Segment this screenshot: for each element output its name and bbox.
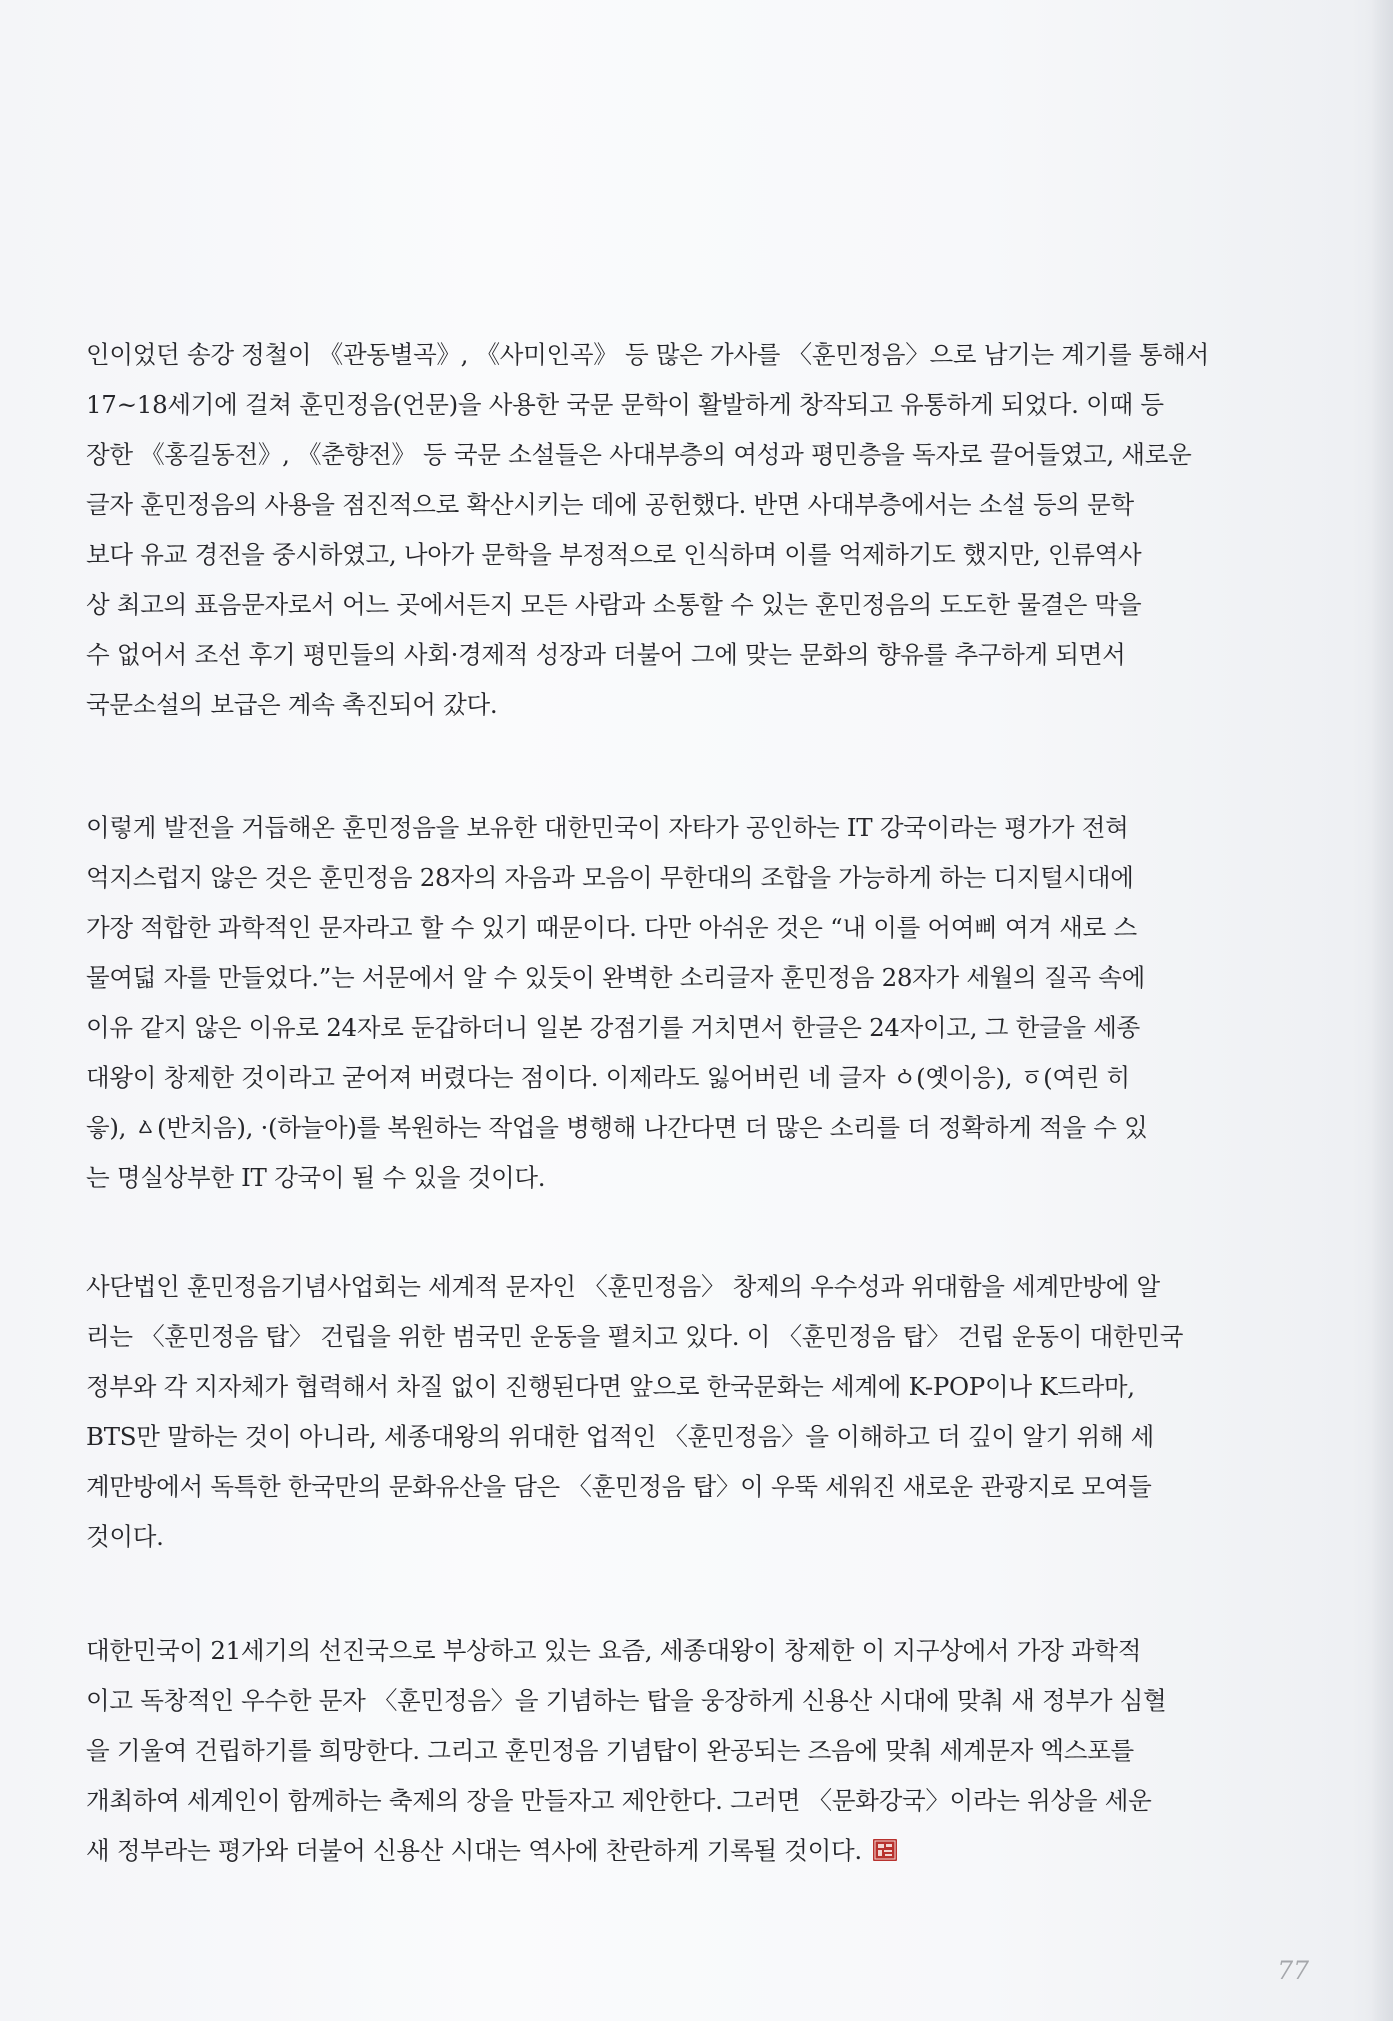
paragraph-line: 대왕이 창제한 것이라고 굳어져 버렸다는 점이다. 이제라도 잃어버린 네 글자 ㆁ(옛이응), ㆆ(여린 히 <box>86 1063 1130 1092</box>
paragraph-line: 이고 독창적인 우수한 문자 〈훈민정음〉을 기념하는 탑을 웅장하게 신용산 시대에 맞춰 새 정부가 심혈 <box>86 1686 1167 1715</box>
paragraph-line: 대한민국이 21세기의 선진국으로 부상하고 있는 요즘, 세종대왕이 창제한 이 지구상에서 가장 과학적 <box>86 1636 1142 1665</box>
paragraph-line: 17~18세기에 걸쳐 훈민정음(언문)을 사용한 국문 문학이 활발하게 창작되고 유통하게 되었다. 이때 등 <box>86 390 1164 419</box>
paragraph-line: 보다 유교 경전을 중시하였고, 나아가 문학을 부정적으로 인식하며 이를 억제하기도 했지만, 인류역사 <box>86 540 1142 569</box>
paragraph-2 <box>86 807 1301 1207</box>
paragraph-line: 것이다. <box>86 1522 164 1551</box>
paragraph-line: 가장 적합한 과학적인 문자라고 할 수 있기 때문이다. 다만 아쉬운 것은 “내 이를 어여삐 여겨 새로 스 <box>86 913 1137 942</box>
paragraph-line: 정부와 각 지자체가 협력해서 차질 없이 진행된다면 앞으로 한국문화는 세계에 K-POP이나 K드라마, <box>86 1372 1135 1401</box>
red-seal-stamp-icon <box>872 1833 898 1857</box>
paragraph-line: 사단법인 훈민정음기념사업회는 세계적 문자인 〈훈민정음〉 창제의 우수성과 위대함을 세계만방에 알 <box>86 1272 1160 1301</box>
page-number: 77 <box>1277 1956 1309 1985</box>
paragraph-line: 상 최고의 표음문자로서 어느 곳에서든지 모든 사람과 소통할 수 있는 훈민정음의 도도한 물결은 막을 <box>86 590 1142 619</box>
paragraph-line-text: 새 정부라는 평가와 더불어 신용산 시대는 역사에 찬란하게 기록될 것이다. <box>86 1836 862 1865</box>
paragraph-line: 수 없어서 조선 후기 평민들의 사회·경제적 성장과 더불어 그에 맞는 문화의 향유를 추구하게 되면서 <box>86 640 1126 669</box>
paragraph-line: 는 명실상부한 IT 강국이 될 수 있을 것이다. <box>86 1163 546 1192</box>
paragraph-3 <box>86 1266 1301 1566</box>
paragraph-line: 국문소설의 보급은 계속 촉진되어 갔다. <box>86 690 498 719</box>
paragraph-line: 계만방에서 독특한 한국만의 문화유산을 담은 〈훈민정음 탑〉이 우뚝 세워진 새로운 관광지로 모여들 <box>86 1472 1152 1501</box>
paragraph-line: 리는 〈훈민정음 탑〉 건립을 위한 범국민 운동을 펼치고 있다. 이 〈훈민정음 탑〉 건립 운동이 대한민국 <box>86 1322 1184 1351</box>
page-edge-shadow <box>1371 0 1393 2021</box>
paragraph-line: 장한 《홍길동전》, 《춘향전》 등 국문 소설들은 사대부층의 여성과 평민층을 독자로 끌어들였고, 새로운 <box>86 440 1192 469</box>
paragraph-line: 인이었던 송강 정철이 《관동별곡》, 《사미인곡》 등 많은 가사를 〈훈민정음〉으로 남기는 계기를 통해서 <box>86 340 1209 369</box>
last-line <box>86 1830 1301 1872</box>
paragraph-4 <box>86 1630 1301 1880</box>
paragraph-line: 이렇게 발전을 거듭해온 훈민정음을 보유한 대한민국이 자타가 공인하는 IT 강국이라는 평가가 전혀 <box>86 813 1129 842</box>
paragraph-line: 글자 훈민정음의 사용을 점진적으로 확산시키는 데에 공헌했다. 반면 사대부층에서는 소설 등의 문학 <box>86 490 1134 519</box>
paragraph-line: 이유 같지 않은 이유로 24자로 둔갑하더니 일본 강점기를 거치면서 한글은 24자이고, 그 한글을 세종 <box>86 1013 1140 1042</box>
paragraph-line: 물여덟 자를 만들었다.”는 서문에서 알 수 있듯이 완벽한 소리글자 훈민정음 28자가 세월의 질곡 속에 <box>86 963 1145 992</box>
paragraph-line: BTS만 말하는 것이 아니라, 세종대왕의 위대한 업적인 〈훈민정음〉을 이해하고 더 깊이 알기 위해 세 <box>86 1422 1155 1451</box>
paragraph-line: 개최하여 세계인이 함께하는 축제의 장을 만들자고 제안한다. 그러면 〈문화강국〉이라는 위상을 세운 <box>86 1786 1152 1815</box>
paragraph-line: 억지스럽지 않은 것은 훈민정음 28자의 자음과 모음이 무한대의 조합을 가능하게 하는 디지털시대에 <box>86 863 1134 892</box>
paragraph-line: 읗), ㅿ(반치음), ·(하늘아)를 복원하는 작업을 병행해 나간다면 더 많은 소리를 더 정확하게 적을 수 있 <box>86 1113 1148 1142</box>
paragraph-1 <box>86 334 1301 734</box>
paragraph-line: 을 기울여 건립하기를 희망한다. 그리고 훈민정음 기념탑이 완공되는 즈음에 맞춰 세계문자 엑스포를 <box>86 1736 1134 1765</box>
